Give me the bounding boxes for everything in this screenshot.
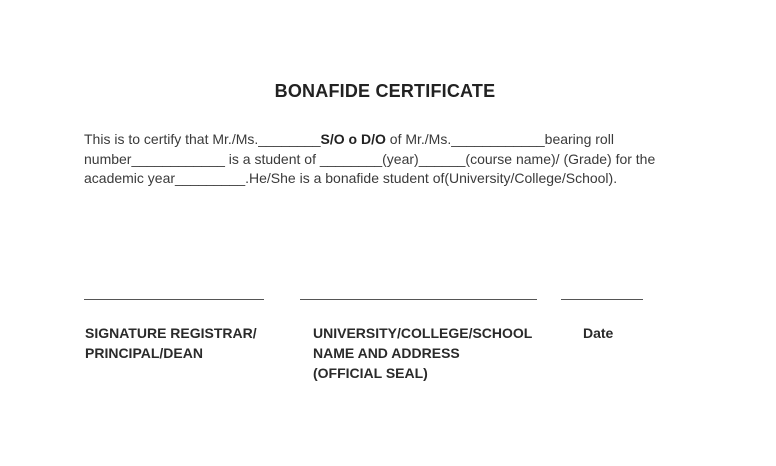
date-signature-line: [561, 299, 643, 300]
body-line-2: number____________ is a student of ________(year)______(course name)/ (Grade) for the: [84, 150, 656, 167]
body-line-3: academic year_________.He/She is a bonafide student of(University/College/School).: [84, 170, 618, 186]
relation-label: S/O o D/O: [320, 131, 386, 147]
body-line-1: [84, 130, 694, 150]
registrar-label-line-1: SIGNATURE REGISTRAR/: [85, 325, 257, 341]
certificate-title: BONAFIDE CERTIFICATE: [274, 81, 496, 101]
date-label: [583, 323, 613, 343]
date-label-text: Date: [583, 325, 614, 341]
institution-label-line-1: UNIVERSITY/COLLEGE/SCHOOL: [313, 325, 533, 341]
registrar-signature-label: [85, 323, 257, 363]
body-line-1-start: This is to certify that Mr./Ms.________: [84, 131, 321, 147]
institution-signature-line: [300, 299, 537, 300]
certificate-body: [84, 130, 694, 189]
institution-label-line-3: (OFFICIAL SEAL): [313, 365, 428, 381]
registrar-label-line-2: PRINCIPAL/DEAN: [85, 345, 203, 361]
body-line-1-end: of Mr./Ms.____________bearing roll: [385, 131, 614, 147]
registrar-signature-line: [84, 299, 264, 300]
institution-seal-label: [313, 323, 532, 383]
institution-label-line-2: NAME AND ADDRESS: [313, 345, 460, 361]
